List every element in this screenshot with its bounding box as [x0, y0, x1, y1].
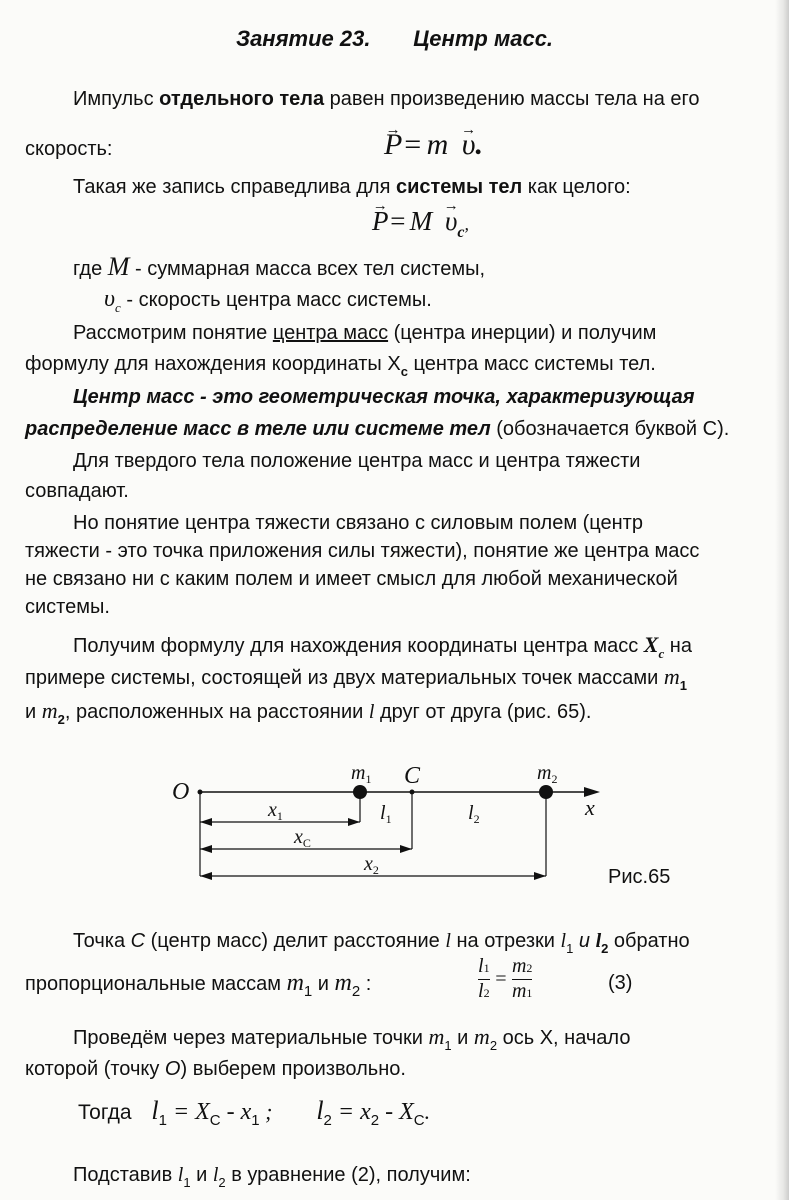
p1-line1: Импульс отдельного тела равен произведению массы тела на его — [73, 88, 700, 110]
p5-line4: системы. — [25, 596, 110, 618]
p10-line: Подставив $l_1$ и $l_2$ в уравнение (2), получим: — [73, 1164, 471, 1190]
label-l2: $l_2$ — [468, 802, 480, 826]
p5-line2: тяжести - это точка приложения силы тяжести), понятие же центра масс — [25, 540, 700, 562]
equation-number-3: (3) — [608, 972, 633, 994]
p6-line3: и $m_2$, расположенных на расстоянии l друг от друга (рис. 65). — [25, 698, 592, 727]
label-xc: $x_C$ — [294, 826, 311, 850]
p6-line1: Получим формулу для нахождения координаты центра масс $X_c$ на — [73, 632, 692, 661]
definition-line2: распределение масс в теле или системе тел (обозначается буквой С). — [25, 418, 730, 440]
p7-line1: Точка С (центр масс) делит расстояние l на отрезки $l_1$ и $l_2$ обратно — [73, 930, 690, 956]
p8-line1: Проведём через материальные точки $m_1$ и $m_2$ ось X, начало — [73, 1024, 631, 1053]
where-line1: где M - суммарная масса всех тел системы, — [73, 252, 485, 281]
p4-line1: Для твердого тела положение центра масс и центра тяжести — [73, 450, 641, 472]
label-O: O — [172, 779, 190, 805]
p5-line1: Но понятие центра тяжести связано с силовым полем (центр — [73, 512, 643, 534]
label-x-axis: x — [585, 795, 595, 820]
label-l1: $l_1$ — [380, 802, 392, 826]
p5-line3: не связано ни с каким полем и имеет смысл для любой механической — [25, 568, 678, 590]
p9-line: Тогда $l_1 = X_C - x_1$ ; $l_2 = x_2 - X_C$. — [78, 1096, 431, 1129]
label-C: C — [404, 763, 421, 789]
page-title: Занятие 23. Центр масс. — [235, 26, 554, 51]
p3-line1: Рассмотрим понятие центра масс (центра инерции) и получим — [73, 322, 657, 344]
label-m2: $m_2$ — [537, 762, 558, 786]
p7-line2: пропорциональные массам $m_1$ и $m_2$ : — [25, 970, 372, 1000]
p4-line2: совпадают. — [25, 480, 129, 502]
label-x2: $x_2$ — [364, 853, 379, 877]
p2-line1: Такая же запись справедлива для системы тел как целого: — [73, 176, 631, 198]
definition-line1: Центр масс - это геометрическая точка, характеризующая — [73, 386, 695, 408]
formula-momentum-body: → P= m → υ. — [384, 128, 789, 162]
p8-line2: которой (точку O) выберем произвольно. — [25, 1058, 406, 1080]
p1-line2: скорость: — [25, 138, 113, 160]
p3-line2: формулу для нахождения координаты $X_c$ центра масс системы тел. — [25, 353, 656, 379]
formula-ratio: $\frac{l1}{l2}$ = $\frac{m2}{m1}$ — [478, 955, 533, 1002]
label-m1: $m_1$ — [351, 762, 372, 786]
formula-momentum-system: → $P= M \to \upsilon_c$, — [372, 205, 789, 242]
where-line2: $\upsilon_c$ - скорость центра масс системы. — [104, 286, 432, 315]
label-x1: $x_1$ — [268, 799, 283, 823]
figure-caption: Рис.65 — [608, 866, 671, 888]
p6-line2: примере системы, состоящей из двух материальных точек массами $m_1$ — [25, 664, 687, 693]
